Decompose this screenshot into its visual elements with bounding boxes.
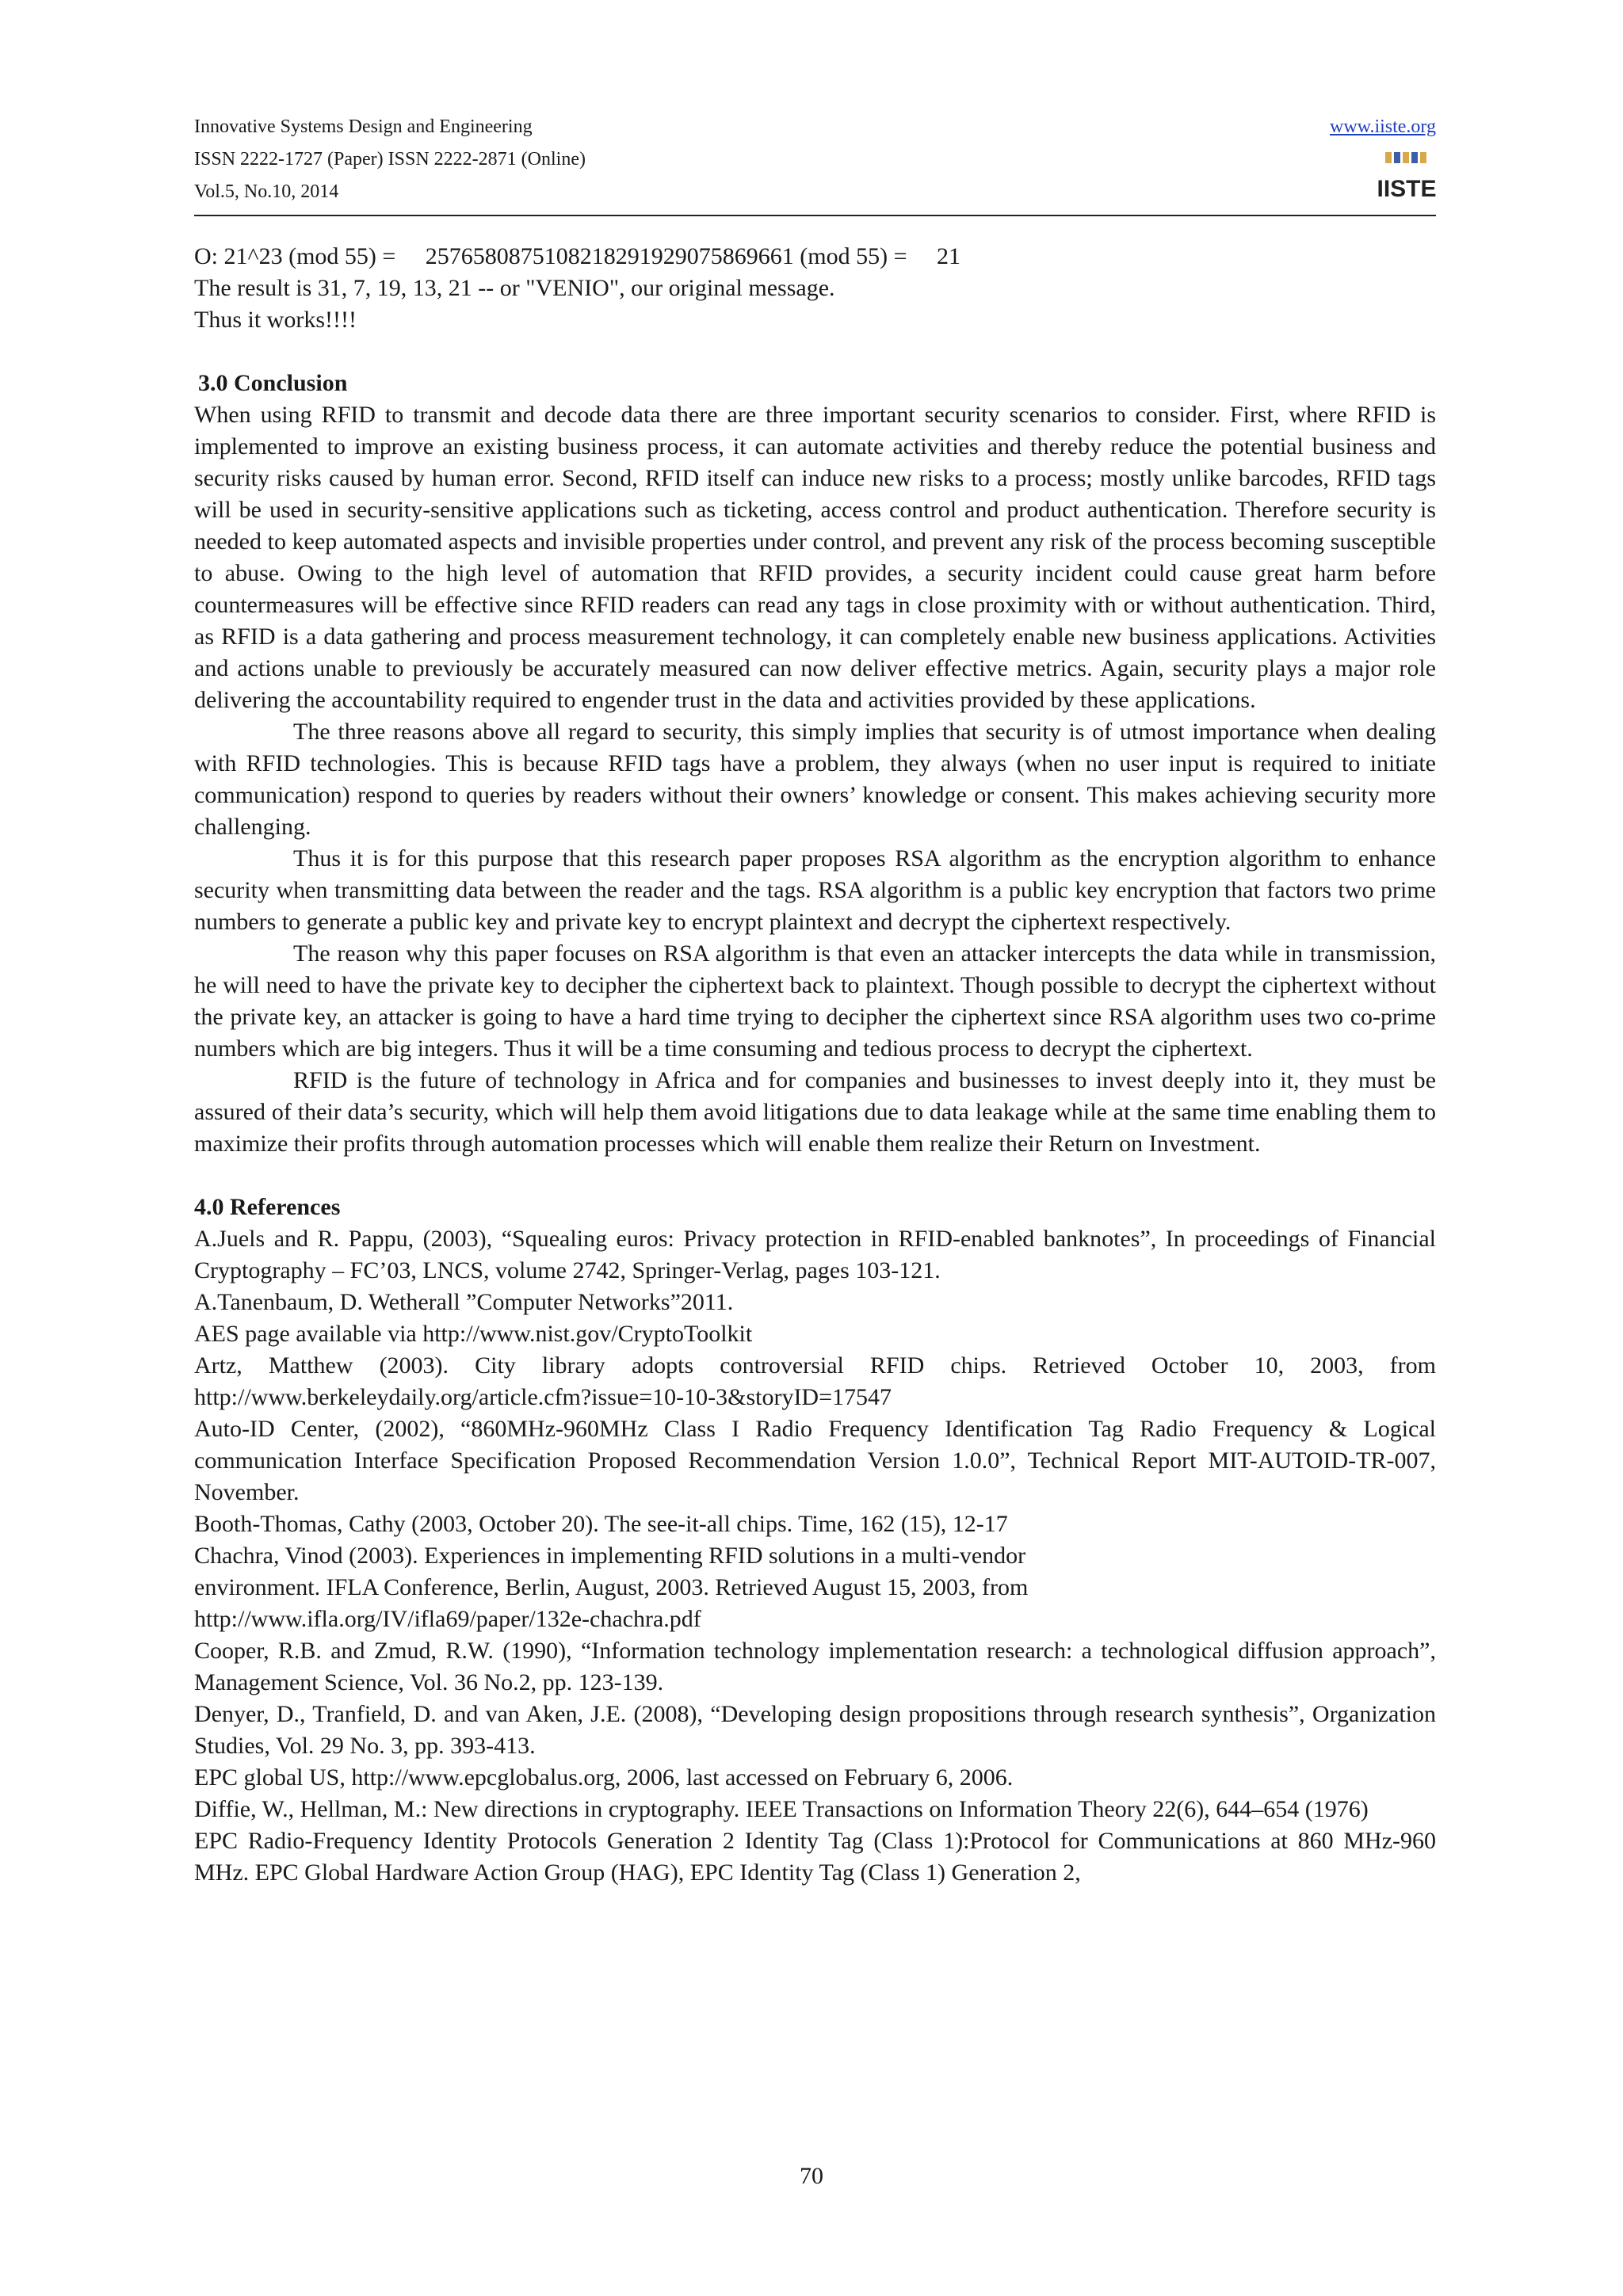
conclusion-paragraph: Thus it is for this purpose that this research paper proposes RSA algorithm as the encryption algorithm to enhance security when transmitting data between the reader and the tags. RSA algorithm is a public key encryption that factors two prime numbers to generate a public key and private key to encrypt plaintext and decrypt the ciphertext respectively. xyxy=(194,845,1436,935)
conclusion-paragraph: The three reasons above all regard to security, this simply implies that security is of utmost importance when dealing with RFID technologies. This is because RFID tags have a problem, they always (when no user input is required to initiate communication) respond to queries by readers without their owners’ knowledge or consent. This makes achieving security more challenging. xyxy=(194,719,1436,840)
references-heading: 4.0 References xyxy=(194,1194,341,1220)
conclusion-paragraph: When using RFID to transmit and decode data there are three important security scenarios to consider. First, where RFID is implemented to improve an existing business process, it can automate activities and thereby reduce the potential business and security risks caused by human error. Second, RFID itself can induce new risks to a process; mostly unlike barcodes, RFID tags will be used in security-sensitive applications such as ticketing, access control and product authentication. Therefore security is needed to keep automated aspects and invisible properties under control, and prevent any risk of the process becoming susceptible to abuse. Owing to the high level of automation that RFID provides, a security incident could cause great harm before countermeasures will be effective since RFID readers can read any tags in close proximity with or without authentication. Third, as RFID is a data gathering and process measurement technology, it can completely enable new business applications. Activities and actions unable to previously be accurately measured can now deliver effective metrics. Again, security plays a major role delivering the accountability required to engender trust in the data and activities provided by these applications. xyxy=(194,402,1436,713)
reference-item: Auto-ID Center, (2002), “860MHz-960MHz Class I Radio Frequency Identification Tag Radio Frequency & Logical communication Interface Specification Proposed Recommendation Version 1.0.0”, Technical Report MIT-AUTOID-TR-007, November. xyxy=(194,1416,1436,1505)
svg-text:IISTE: IISTE xyxy=(1377,176,1437,202)
page-number: 70 xyxy=(800,2163,823,2189)
conclusion-paragraph: The reason why this paper focuses on RSA algorithm is that even an attacker intercepts the data while in transmission, he will need to have the private key to decipher the ciphertext back to plaintext. Though possible to decrypt the ciphertext without the private key, an attacker is going to have a hard time trying to decipher the ciphertext since RSA algorithm uses two co-prime numbers which are big integers. Thus it will be a time consuming and tedious process to decrypt the ciphertext. xyxy=(194,940,1436,1062)
reference-item: Denyer, D., Tranfield, D. and van Aken, J.E. (2008), “Developing design propositions through research synthesis”, Organization Studies, Vol. 29 No. 3, pp. 393-413. xyxy=(194,1701,1436,1759)
reference-item: EPC Radio-Frequency Identity Protocols Generation 2 Identity Tag (Class 1):Protocol for Communications at 860 MHz-960 MHz. EPC Global Hardware Action Group (HAG), EPC Identity Tag (Class 1) Generation 2, xyxy=(194,1828,1436,1886)
issn-line: ISSN 2222-1727 (Paper) ISSN 2222-2871 (Online) xyxy=(194,149,586,170)
volume-line: Vol.5, No.10, 2014 xyxy=(194,181,339,202)
reference-item: environment. IFLA Conference, Berlin, August, 2003. Retrieved August 15, 2003, from xyxy=(194,1574,1029,1600)
reference-item: Artz, Matthew (2003). City library adopts controversial RFID chips. Retrieved October 10, 2003, from http://www.berkeleydaily.org/article.cfm?issue=10-10-3&storyID=17547 xyxy=(194,1352,1436,1410)
reference-item: EPC global US, http://www.epcglobalus.org, 2006, last accessed on February 6, 2006. xyxy=(194,1764,1014,1791)
conclusion-heading: 3.0 Conclusion xyxy=(198,370,348,396)
reference-item: Cooper, R.B. and Zmud, R.W. (1990), “Information technology implementation research: a technological diffusion approach”, Management Science, Vol. 36 No.2, pp. 123-139. xyxy=(194,1638,1436,1695)
reference-list xyxy=(194,1223,1436,1889)
reference-item: Booth-Thomas, Cathy (2003, October 20). The see-it-all chips. Time, 162 (15), 12-17 xyxy=(194,1511,1008,1537)
reference-item: Chachra, Vinod (2003). Experiences in implementing RFID solutions in a multi-vendor xyxy=(194,1543,1026,1569)
page-content xyxy=(194,241,1436,1889)
result-line: The result is 31, 7, 19, 13, 21 -- or "VENIO", our original message. xyxy=(194,275,835,301)
page-header xyxy=(194,111,1436,215)
reference-item: Diffie, W., Hellman, M.: New directions in cryptography. IEEE Transactions on Information Theory 22(6), 644–654 (1976) xyxy=(194,1796,1369,1822)
reference-item: A.Juels and R. Pappu, (2003), “Squealing euros: Privacy protection in RFID-enabled banknotes”, In proceedings of Financial Cryptography – FC’03, LNCS, volume 2742, Springer-Verlag, pages 103-121. xyxy=(194,1226,1436,1283)
result-line: Thus it works!!!! xyxy=(194,307,357,333)
journal-url-link[interactable]: www.iiste.org xyxy=(1330,116,1436,137)
equation-line: O: 21^23 (mod 55) = 25765808751082182919290758696​61 (mod 55) = 21 xyxy=(194,243,961,269)
conclusion-paragraph: RFID is the future of technology in Africa and for companies and businesses to invest deeply into it, they must be assured of their data’s security, which will help them avoid litigations due to data leakage while at the same time enabling them to maximize their profits through automation processes which will enable them realize their Return on Investment. xyxy=(194,1067,1436,1157)
reference-item: http://www.ifla.org/IV/ifla69/paper/132e-chachra.pdf xyxy=(194,1606,701,1632)
iiste-logo-icon xyxy=(1377,149,1437,202)
header-rule xyxy=(194,215,1436,216)
reference-item: A.Tanenbaum, D. Wetherall ”Computer Networks”2011. xyxy=(194,1289,734,1315)
reference-item: AES page available via http://www.nist.gov/CryptoToolkit xyxy=(194,1321,753,1347)
journal-name: Innovative Systems Design and Engineering xyxy=(194,116,533,137)
